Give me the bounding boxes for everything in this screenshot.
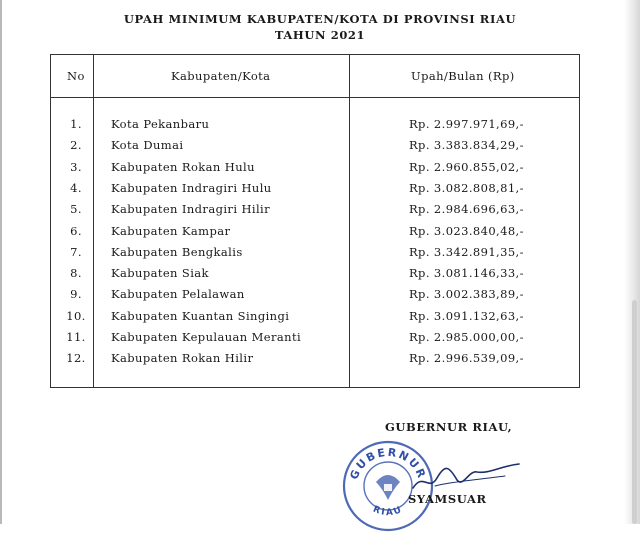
table-row [51, 287, 581, 307]
table-row [51, 266, 581, 286]
row-kabupaten: Kabupaten Pelalawan [111, 287, 245, 302]
row-kabupaten: Kota Dumai [111, 138, 184, 153]
table-row [51, 138, 581, 158]
row-number: 12. [66, 351, 86, 366]
row-upah: Rp. 3.081.146,33,- [409, 266, 524, 281]
table-row [51, 330, 581, 350]
table-row [51, 181, 581, 201]
row-kabupaten: Kota Pekanbaru [111, 117, 210, 131]
row-kabupaten: Kabupaten Rokan Hulu [111, 159, 255, 174]
column-header-kabupaten: Kabupaten/Kota [171, 69, 271, 83]
page-left-edge [0, 0, 2, 524]
row-number: 11. [66, 330, 86, 344]
row-upah: Rp. 3.342.891,35,- [409, 244, 524, 259]
svg-text:RIAU [371, 505, 404, 519]
row-number: 3. [70, 159, 82, 174]
row-number: 9. [70, 287, 82, 302]
row-kabupaten: Kabupaten Indragiri Hulu [111, 180, 272, 195]
scrollbar-thumb[interactable] [632, 300, 637, 524]
wage-table [50, 54, 580, 388]
document-subtitle: TAHUN 2021 [274, 28, 366, 42]
row-number: 5. [70, 202, 82, 217]
table-row [51, 117, 581, 137]
column-header-upah: Upah/Bulan (Rp) [411, 69, 515, 83]
row-kabupaten: Kabupaten Kepulauan Meranti [111, 330, 302, 344]
row-number: 1. [70, 117, 82, 131]
row-upah: Rp. 2.960.855,02,- [409, 159, 524, 174]
seal-bottom-text: RIAU [371, 504, 405, 519]
column-header-no: No [67, 69, 85, 83]
table-header-rule [51, 97, 579, 98]
row-number: 10. [66, 308, 86, 323]
table-row [51, 202, 581, 222]
row-number: 7. [70, 244, 82, 259]
seal-top-text: GUBERNUR [347, 445, 429, 482]
row-upah: Rp. 3.002.383,89,- [409, 287, 524, 302]
row-upah: Rp. 3.023.840,48,- [409, 223, 524, 238]
row-kabupaten: Kabupaten Siak [111, 266, 209, 281]
row-kabupaten: Kabupaten Bengkalis [111, 244, 243, 259]
row-number: 2. [70, 138, 82, 153]
row-upah: Rp. 2.985.000,00,- [409, 330, 524, 344]
row-kabupaten: Kabupaten Kuantan Singingi [111, 308, 290, 323]
table-row [51, 245, 581, 265]
row-kabupaten: Kabupaten Rokan Hilir [111, 351, 254, 366]
row-number: 6. [70, 223, 82, 238]
table-row [51, 160, 581, 180]
row-upah: Rp. 3.082.808,81,- [409, 180, 524, 195]
row-upah: Rp. 2.997.971,69,- [409, 117, 524, 131]
row-upah: Rp. 3.091.132,63,- [409, 308, 524, 323]
table-row [51, 351, 581, 371]
signatory-name: SYAMSUAR [408, 492, 487, 506]
row-upah: Rp. 2.996.539,09,- [409, 351, 524, 366]
row-number: 8. [70, 266, 82, 281]
row-kabupaten: Kabupaten Kampar [111, 223, 231, 238]
row-upah: Rp. 3.383.834,29,- [409, 138, 524, 153]
table-row [51, 224, 581, 244]
table-row [51, 309, 581, 329]
row-number: 4. [70, 180, 82, 195]
row-upah: Rp. 2.984.696,63,- [409, 202, 524, 217]
signatory-title: GUBERNUR RIAU, [385, 420, 513, 434]
row-kabupaten: Kabupaten Indragiri Hilir [111, 202, 271, 217]
document-title: UPAH MINIMUM KABUPATEN/KOTA DI PROVINSI RIAU [123, 12, 517, 26]
